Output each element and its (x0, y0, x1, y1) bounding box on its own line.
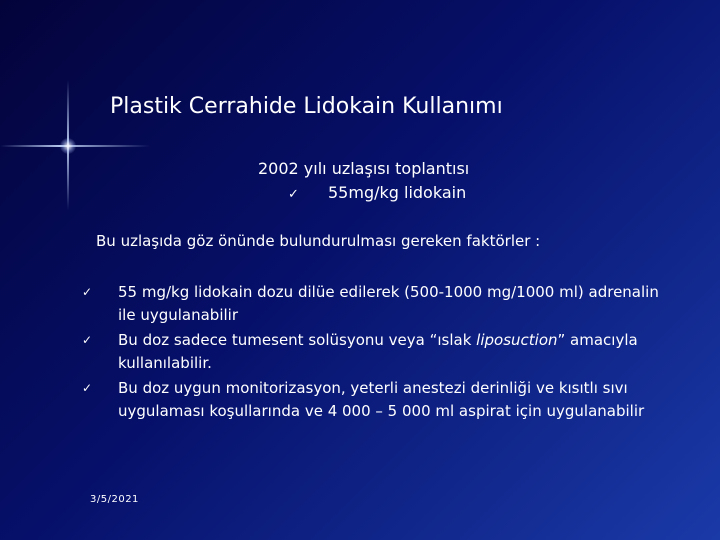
checkmark-icon: ✓ (82, 285, 93, 299)
list-item-text-after: ” amacıyla kullanılabilir. (118, 331, 638, 372)
list-item (82, 329, 672, 375)
list-item-text-italic: liposuction (476, 331, 558, 349)
list-item-text: Bu doz uygun monitorizasyon, yeterli anestezi derinliği ve kısıtlı sıvı uygulaması koşullarında ve 4 000 – 5 000 ml aspirat için uygulanabilir (118, 379, 645, 420)
list-item-text: 55 mg/kg lidokain dozu dilüe edilerek (500-1000 mg/1000 ml) adrenalin ile uygulanabilir (118, 283, 659, 324)
meeting-item (258, 181, 469, 207)
list-item (82, 281, 672, 327)
slide-title: Plastik Cerrahide Lidokain Kullanımı (110, 94, 503, 119)
meeting-line: 2002 yılı uzlaşısı toplantısı (258, 159, 470, 178)
checkmark-icon: ✓ (82, 381, 93, 395)
checkmark-icon: ✓ (82, 333, 93, 347)
slide-date: 3/5/2021 (90, 494, 139, 505)
lens-flare-core (60, 138, 76, 154)
intro-text: Bu uzlaşıda göz önünde bulundurulması gereken faktörler : (96, 232, 541, 250)
list-item-text-before: Bu doz sadece tumesent solüsyonu veya “ıslak (118, 331, 477, 349)
list-item-text (118, 329, 672, 375)
meeting-item-text: 55mg/kg lidokain (328, 183, 467, 202)
factor-list (82, 281, 672, 425)
checkmark-icon: ✓ (288, 187, 299, 202)
list-item (82, 377, 672, 423)
meeting-block (258, 157, 469, 207)
